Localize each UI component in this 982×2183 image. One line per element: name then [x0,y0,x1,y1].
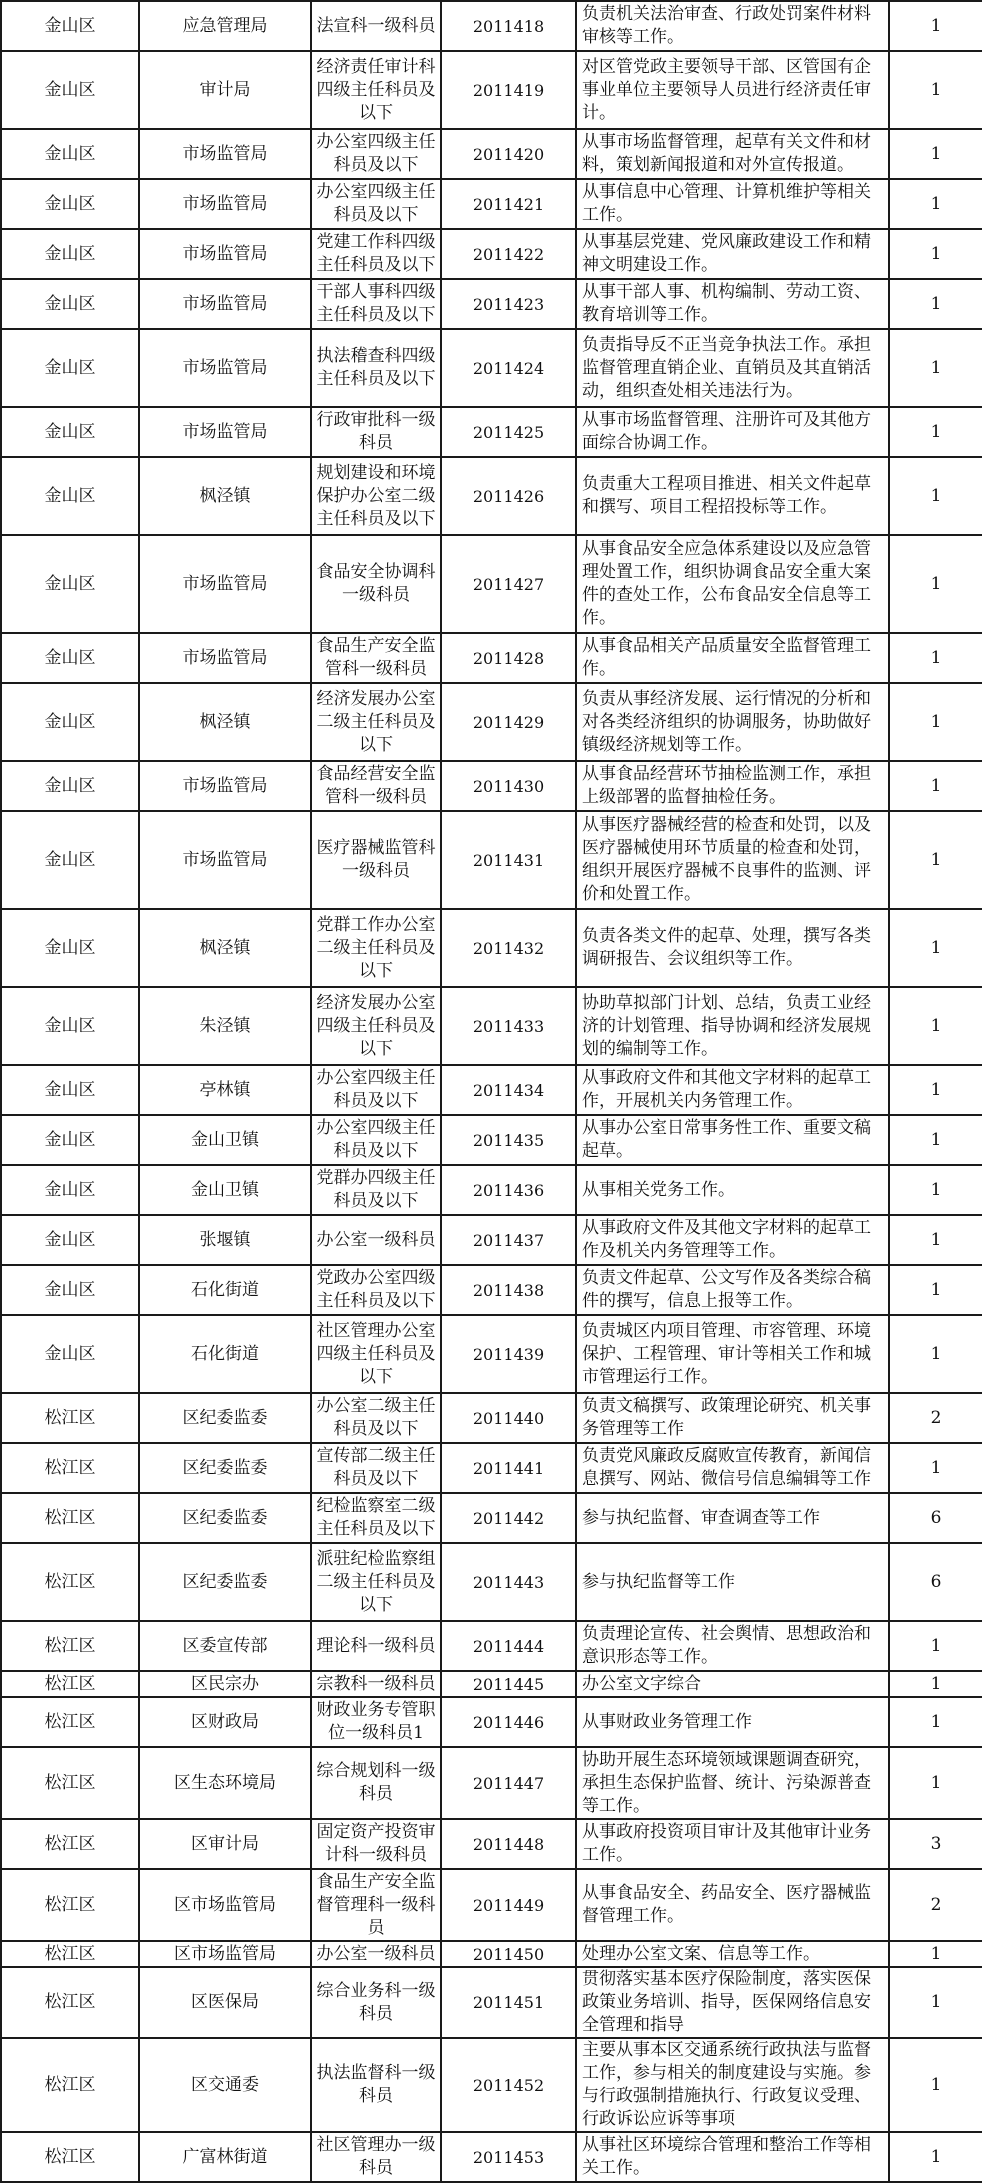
duty-cell: 协助草拟部门计划、总结，负责工业经济的计划管理、指导协调和经济发展规划的编制等工作。 [576,987,889,1065]
position-code-cell: 2011441 [441,1443,576,1493]
position-cell: 综合规划科一级科员 [311,1747,441,1819]
headcount-cell: 1 [889,633,982,683]
duty-cell: 负责机关法治审查、行政处罚案件材料审核等工作。 [576,1,889,51]
table-row [1,1265,982,1315]
position-code-cell: 2011437 [441,1215,576,1265]
position-code-cell: 2011439 [441,1315,576,1393]
table-row [1,683,982,761]
position-code-cell: 2011433 [441,987,576,1065]
department-cell: 张堰镇 [139,1215,311,1265]
position-cell: 宣传部二级主任科员及以下 [311,1443,441,1493]
position-cell: 食品安全协调科一级科员 [311,535,441,633]
duty-cell: 负责理论宣传、社会舆情、思想政治和意识形态等工作。 [576,1621,889,1671]
duty-cell: 从事市场监督管理，起草有关文件和材料，策划新闻报道和对外宣传报道。 [576,129,889,179]
district-cell: 松江区 [1,1747,139,1819]
headcount-cell: 1 [889,229,982,279]
headcount-cell: 1 [889,1265,982,1315]
duty-cell: 从事信息中心管理、计算机维护等相关工作。 [576,179,889,229]
department-cell: 区医保局 [139,1967,311,2038]
department-cell: 审计局 [139,51,311,129]
district-cell: 松江区 [1,1941,139,1967]
table-row [1,1869,982,1941]
district-cell: 金山区 [1,909,139,987]
duty-cell: 负责文稿撰写、政策理论研究、机关事务管理等工作 [576,1393,889,1443]
position-cell: 规划建设和环境保护办公室二级主任科员及以下 [311,457,441,535]
table-row [1,229,982,279]
headcount-cell: 1 [889,2038,982,2132]
headcount-cell: 1 [889,1621,982,1671]
duty-cell: 从事政府投资项目审计及其他审计业务工作。 [576,1819,889,1869]
district-cell: 金山区 [1,407,139,457]
position-cell: 食品生产安全监管科一级科员 [311,633,441,683]
department-cell: 石化街道 [139,1265,311,1315]
district-cell: 金山区 [1,1215,139,1265]
district-cell: 金山区 [1,1,139,51]
position-cell: 经济责任审计科四级主任科员及以下 [311,51,441,129]
duty-cell: 参与执纪监督等工作 [576,1543,889,1621]
department-cell: 区市场监管局 [139,1941,311,1967]
position-cell: 理论科一级科员 [311,1621,441,1671]
position-cell: 执法监督科一级科员 [311,2038,441,2132]
district-cell: 金山区 [1,51,139,129]
district-cell: 松江区 [1,1697,139,1747]
position-code-cell: 2011442 [441,1493,576,1543]
position-code-cell: 2011444 [441,1621,576,1671]
department-cell: 金山卫镇 [139,1165,311,1215]
position-cell: 法宣科一级科员 [311,1,441,51]
position-cell: 食品经营安全监管科一级科员 [311,761,441,811]
table-row [1,761,982,811]
department-cell: 市场监管局 [139,811,311,909]
duty-cell: 负责文件起草、公文写作及各类综合稿件的撰写，信息上报等工作。 [576,1265,889,1315]
district-cell: 松江区 [1,1393,139,1443]
position-cell: 财政业务专管职位一级科员1 [311,1697,441,1747]
duty-cell: 从事政府文件和其他文字材料的起草工作，开展机关内务管理工作。 [576,1065,889,1115]
table-row [1,1819,982,1869]
position-code-cell: 2011438 [441,1265,576,1315]
department-cell: 石化街道 [139,1315,311,1393]
position-cell: 食品生产安全监督管理科一级科员 [311,1869,441,1941]
duty-cell: 从事基层党建、党风廉政建设工作和精神文明建设工作。 [576,229,889,279]
position-cell: 办公室一级科员 [311,1941,441,1967]
department-cell: 枫泾镇 [139,909,311,987]
table-row [1,1065,982,1115]
department-cell: 区纪委监委 [139,1493,311,1543]
district-cell: 金山区 [1,811,139,909]
headcount-cell: 1 [889,811,982,909]
duty-cell: 处理办公室文案、信息等工作。 [576,1941,889,1967]
duty-cell: 从事市场监督管理、注册许可及其他方面综合协调工作。 [576,407,889,457]
position-code-cell: 2011426 [441,457,576,535]
headcount-cell: 1 [889,1671,982,1697]
duty-cell: 主要从事本区交通系统行政执法与监督工作，参与相关的制度建设与实施。参与行政强制措施执行、行政复议受理、行政诉讼应诉等事项 [576,2038,889,2132]
position-cell: 办公室一级科员 [311,1215,441,1265]
duty-cell: 负责从事经济发展、运行情况的分析和对各类经济组织的协调服务，协助做好镇级经济规划等工作。 [576,683,889,761]
position-cell: 干部人事科四级主任科员及以下 [311,279,441,329]
district-cell: 金山区 [1,1065,139,1115]
table-row [1,1215,982,1265]
duty-cell: 从事食品安全、药品安全、医疗器械监督管理工作。 [576,1869,889,1941]
position-cell: 行政审批科一级科员 [311,407,441,457]
table-row [1,1443,982,1493]
district-cell: 金山区 [1,1115,139,1165]
department-cell: 市场监管局 [139,761,311,811]
department-cell: 市场监管局 [139,129,311,179]
table-row [1,633,982,683]
department-cell: 区生态环境局 [139,1747,311,1819]
position-cell: 经济发展办公室四级主任科员及以下 [311,987,441,1065]
district-cell: 金山区 [1,987,139,1065]
position-cell: 办公室四级主任科员及以下 [311,129,441,179]
headcount-cell: 2 [889,1869,982,1941]
headcount-cell: 1 [889,987,982,1065]
headcount-cell: 1 [889,1747,982,1819]
position-cell: 党政办公室四级主任科员及以下 [311,1265,441,1315]
position-code-cell: 2011431 [441,811,576,909]
position-cell: 党建工作科四级主任科员及以下 [311,229,441,279]
district-cell: 松江区 [1,1967,139,2038]
headcount-cell: 1 [889,279,982,329]
department-cell: 枫泾镇 [139,683,311,761]
table-row [1,179,982,229]
duty-cell: 负责重大工程项目推进、相关文件起草和撰写、项目工程招投标等工作。 [576,457,889,535]
position-code-cell: 2011424 [441,329,576,407]
district-cell: 金山区 [1,1165,139,1215]
position-code-cell: 2011435 [441,1115,576,1165]
district-cell: 金山区 [1,457,139,535]
position-code-cell: 2011419 [441,51,576,129]
position-code-cell: 2011421 [441,179,576,229]
district-cell: 松江区 [1,1443,139,1493]
district-cell: 金山区 [1,683,139,761]
position-cell: 纪检监察室二级主任科员及以下 [311,1493,441,1543]
position-code-cell: 2011450 [441,1941,576,1967]
position-cell: 经济发展办公室二级主任科员及以下 [311,683,441,761]
department-cell: 市场监管局 [139,407,311,457]
headcount-cell: 1 [889,909,982,987]
department-cell: 市场监管局 [139,179,311,229]
department-cell: 金山卫镇 [139,1115,311,1165]
position-code-cell: 2011429 [441,683,576,761]
headcount-cell: 1 [889,1697,982,1747]
department-cell: 区审计局 [139,1819,311,1869]
district-cell: 松江区 [1,1869,139,1941]
position-code-cell: 2011430 [441,761,576,811]
district-cell: 金山区 [1,761,139,811]
position-code-cell: 2011445 [441,1671,576,1697]
headcount-cell: 1 [889,1967,982,2038]
duty-cell: 从事食品安全应急体系建设以及应急管理处置工作，组织协调食品安全重大案件的查处工作，公布食品安全信息等工作。 [576,535,889,633]
table-row [1,1493,982,1543]
duty-cell: 从事干部人事、机构编制、劳动工资、教育培训等工作。 [576,279,889,329]
position-code-cell: 2011447 [441,1747,576,1819]
position-code-cell: 2011449 [441,1869,576,1941]
headcount-cell: 1 [889,1115,982,1165]
table-row [1,2038,982,2132]
headcount-cell: 2 [889,1393,982,1443]
duty-cell: 从事相关党务工作。 [576,1165,889,1215]
headcount-cell: 3 [889,1819,982,1869]
table-row [1,2132,982,2182]
table-row [1,1941,982,1967]
position-cell: 社区管理办公室四级主任科员及以下 [311,1315,441,1393]
position-code-cell: 2011443 [441,1543,576,1621]
position-code-cell: 2011452 [441,2038,576,2132]
table-row [1,1315,982,1393]
district-cell: 松江区 [1,1671,139,1697]
headcount-cell: 1 [889,457,982,535]
table-row [1,1967,982,2038]
district-cell: 金山区 [1,1265,139,1315]
department-cell: 区纪委监委 [139,1543,311,1621]
headcount-cell: 1 [889,1165,982,1215]
duty-cell: 协助开展生态环境领域课题调查研究，承担生态保护监督、统计、污染源普查等工作。 [576,1747,889,1819]
duty-cell: 负责指导反不正当竞争执法工作。承担监督管理直销企业、直销员及其直销活动，组织查处相关违法行为。 [576,329,889,407]
headcount-cell: 1 [889,1,982,51]
district-cell: 松江区 [1,2038,139,2132]
headcount-cell: 1 [889,51,982,129]
department-cell: 朱泾镇 [139,987,311,1065]
department-cell: 广富林街道 [139,2132,311,2182]
table-row [1,1747,982,1819]
headcount-cell: 1 [889,1443,982,1493]
district-cell: 松江区 [1,1493,139,1543]
position-code-cell: 2011427 [441,535,576,633]
table-row [1,1697,982,1747]
table-row [1,1621,982,1671]
table-row [1,51,982,129]
department-cell: 应急管理局 [139,1,311,51]
district-cell: 金山区 [1,279,139,329]
duty-cell: 从事财政业务管理工作 [576,1697,889,1747]
department-cell: 枫泾镇 [139,457,311,535]
district-cell: 金山区 [1,535,139,633]
duty-cell: 从事食品经营环节抽检监测工作，承担上级部署的监督抽检任务。 [576,761,889,811]
headcount-cell: 1 [889,1941,982,1967]
headcount-cell: 6 [889,1543,982,1621]
district-cell: 金山区 [1,1315,139,1393]
position-cell: 办公室四级主任科员及以下 [311,1115,441,1165]
table-row [1,987,982,1065]
table-row [1,1393,982,1443]
position-cell: 综合业务科一级科员 [311,1967,441,2038]
department-cell: 市场监管局 [139,279,311,329]
duty-cell: 办公室文字综合 [576,1671,889,1697]
district-cell: 金山区 [1,329,139,407]
headcount-cell: 1 [889,1315,982,1393]
headcount-cell: 1 [889,1215,982,1265]
department-cell: 区民宗办 [139,1671,311,1697]
duty-cell: 负责党风廉政反腐败宣传教育，新闻信息撰写、网站、微信号信息编辑等工作 [576,1443,889,1493]
table-row [1,129,982,179]
department-cell: 市场监管局 [139,535,311,633]
duty-cell: 贯彻落实基本医疗保险制度，落实医保政策业务培训、指导，医保网络信息安全管理和指导 [576,1967,889,2038]
position-cell: 宗教科一级科员 [311,1671,441,1697]
position-code-cell: 2011434 [441,1065,576,1115]
position-code-cell: 2011422 [441,229,576,279]
headcount-cell: 1 [889,535,982,633]
district-cell: 金山区 [1,129,139,179]
headcount-cell: 1 [889,129,982,179]
department-cell: 区纪委监委 [139,1393,311,1443]
position-code-cell: 2011428 [441,633,576,683]
table-row [1,811,982,909]
position-cell: 派驻纪检监察组二级主任科员及以下 [311,1543,441,1621]
table-row [1,1115,982,1165]
department-cell: 区财政局 [139,1697,311,1747]
district-cell: 松江区 [1,2132,139,2182]
position-code-cell: 2011432 [441,909,576,987]
table-row [1,407,982,457]
department-cell: 市场监管局 [139,329,311,407]
table-row [1,535,982,633]
position-cell: 执法稽查科四级主任科员及以下 [311,329,441,407]
position-cell: 固定资产投资审计科一级科员 [311,1819,441,1869]
headcount-cell: 1 [889,683,982,761]
duty-cell: 从事政府文件及其他文字材料的起草工作及机关内务管理等工作。 [576,1215,889,1265]
department-cell: 区交通委 [139,2038,311,2132]
position-cell: 办公室二级主任科员及以下 [311,1393,441,1443]
department-cell: 市场监管局 [139,633,311,683]
district-cell: 金山区 [1,229,139,279]
position-code-cell: 2011425 [441,407,576,457]
position-code-cell: 2011418 [441,1,576,51]
department-cell: 区委宣传部 [139,1621,311,1671]
district-cell: 松江区 [1,1819,139,1869]
department-cell: 市场监管局 [139,229,311,279]
duty-cell: 从事办公室日常事务性工作、重要文稿起草。 [576,1115,889,1165]
position-cell: 社区管理办一级科员 [311,2132,441,2182]
duty-cell: 对区管党政主要领导干部、区管国有企事业单位主要领导人员进行经济责任审计。 [576,51,889,129]
position-code-cell: 2011420 [441,129,576,179]
headcount-cell: 6 [889,1493,982,1543]
position-code-cell: 2011446 [441,1697,576,1747]
position-cell: 办公室四级主任科员及以下 [311,1065,441,1115]
district-cell: 松江区 [1,1543,139,1621]
position-cell: 党群办四级主任科员及以下 [311,1165,441,1215]
table-row [1,279,982,329]
table-row [1,1,982,51]
position-cell: 医疗器械监管科一级科员 [311,811,441,909]
department-cell: 亭林镇 [139,1065,311,1115]
table-row [1,1543,982,1621]
headcount-cell: 1 [889,761,982,811]
position-code-cell: 2011451 [441,1967,576,2038]
position-code-cell: 2011440 [441,1393,576,1443]
position-code-cell: 2011436 [441,1165,576,1215]
table-row [1,1671,982,1697]
position-cell: 办公室四级主任科员及以下 [311,179,441,229]
department-cell: 区纪委监委 [139,1443,311,1493]
duty-cell: 从事社区环境综合管理和整治工作等相关工作。 [576,2132,889,2182]
table-body [1,1,982,2182]
position-code-cell: 2011423 [441,279,576,329]
position-code-cell: 2011453 [441,2132,576,2182]
duty-cell: 从事食品相关产品质量安全监督管理工作。 [576,633,889,683]
duty-cell: 从事医疗器械经营的检查和处罚，以及医疗器械使用环节质量的检查和处罚，组织开展医疗器械不良事件的监测、评价和处置工作。 [576,811,889,909]
headcount-cell: 1 [889,329,982,407]
district-cell: 松江区 [1,1621,139,1671]
headcount-cell: 1 [889,1065,982,1115]
table-row [1,909,982,987]
table-row [1,1165,982,1215]
duty-cell: 负责各类文件的起草、处理，撰写各类调研报告、会议组织等工作。 [576,909,889,987]
table-row [1,457,982,535]
district-cell: 金山区 [1,179,139,229]
headcount-cell: 1 [889,179,982,229]
duty-cell: 参与执纪监督、审查调查等工作 [576,1493,889,1543]
position-code-cell: 2011448 [441,1819,576,1869]
duty-cell: 负责城区内项目管理、市容管理、环境保护、工程管理、审计等相关工作和城市管理运行工作。 [576,1315,889,1393]
department-cell: 区市场监管局 [139,1869,311,1941]
position-cell: 党群工作办公室二级主任科员及以下 [311,909,441,987]
district-cell: 金山区 [1,633,139,683]
headcount-cell: 1 [889,407,982,457]
table-row [1,329,982,407]
headcount-cell: 1 [889,2132,982,2182]
